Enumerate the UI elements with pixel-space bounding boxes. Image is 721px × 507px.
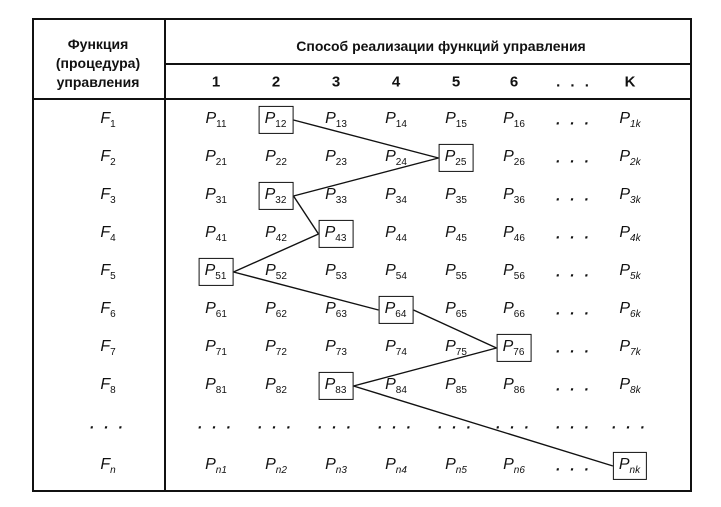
symbol-base: P bbox=[445, 375, 456, 393]
symbol-base: P bbox=[445, 337, 456, 355]
symbol-subscript: 22 bbox=[275, 157, 287, 169]
symbol-base: . . . bbox=[438, 415, 474, 433]
symbol-subscript: 82 bbox=[275, 385, 287, 397]
symbol-subscript: 31 bbox=[215, 195, 227, 207]
symbol-base: P bbox=[265, 223, 276, 241]
symbol-subscript: 42 bbox=[275, 233, 287, 245]
grid-cell bbox=[503, 456, 525, 476]
symbol-base: P bbox=[503, 185, 514, 203]
symbol-base: P bbox=[325, 299, 336, 317]
grid-cell bbox=[265, 300, 287, 320]
symbol-subscript: 2k bbox=[630, 157, 641, 169]
symbol-subscript: 5k bbox=[630, 271, 641, 283]
symbol-subscript: 8k bbox=[630, 385, 641, 397]
grid-cell bbox=[619, 338, 640, 358]
column-number: 4 bbox=[391, 73, 401, 91]
function-base: F bbox=[100, 223, 111, 241]
grid-cell bbox=[503, 224, 525, 244]
symbol-subscript: 14 bbox=[395, 119, 407, 131]
symbol-base: P bbox=[265, 455, 276, 473]
symbol-subscript: 72 bbox=[275, 347, 287, 359]
function-subscript: 6 bbox=[110, 309, 116, 321]
function-subscript: 3 bbox=[110, 195, 116, 207]
symbol-subscript: 11 bbox=[216, 119, 227, 131]
symbol-base: P bbox=[619, 261, 631, 279]
function-label bbox=[100, 456, 115, 476]
ellipsis-cell bbox=[258, 416, 294, 433]
grid-cell bbox=[265, 224, 287, 244]
grid-cell bbox=[445, 186, 467, 206]
symbol-base: . . . bbox=[318, 415, 354, 433]
ellipsis-cell bbox=[318, 416, 354, 433]
function-base: F bbox=[100, 455, 111, 473]
symbol-base: P bbox=[325, 185, 336, 203]
symbol-base: . . . bbox=[496, 415, 532, 433]
symbol-base: P bbox=[265, 299, 276, 317]
ellipsis-cell bbox=[556, 458, 592, 475]
path-segment bbox=[294, 120, 439, 158]
symbol-base: P bbox=[325, 337, 336, 355]
symbol-subscript: 64 bbox=[395, 309, 407, 321]
symbol-base: P bbox=[385, 455, 396, 473]
grid-cell bbox=[325, 300, 347, 320]
symbol-subscript: 71 bbox=[215, 347, 227, 359]
symbol-base: P bbox=[503, 455, 514, 473]
ellipsis-cell bbox=[556, 340, 592, 357]
grid-cell bbox=[265, 148, 287, 168]
grid-cell bbox=[325, 148, 347, 168]
symbol-base: . . . bbox=[556, 377, 592, 395]
symbol-base: P bbox=[444, 147, 456, 165]
func-col-header-line1: Функция bbox=[67, 36, 129, 52]
symbol-subscript: n5 bbox=[455, 465, 467, 477]
grid-cell bbox=[385, 338, 407, 358]
grid-cell bbox=[385, 224, 407, 244]
func-col-header-line3: управления bbox=[56, 74, 140, 90]
ellipsis-cell bbox=[556, 150, 592, 167]
symbol-base: . . . bbox=[258, 415, 294, 433]
symbol-subscript: 52 bbox=[275, 271, 287, 283]
grid-cell bbox=[205, 456, 227, 476]
symbol-base: . . . bbox=[198, 415, 234, 433]
symbol-base: P bbox=[205, 223, 216, 241]
grid-cell bbox=[445, 300, 467, 320]
selected-cell bbox=[199, 258, 234, 286]
function-subscript: n bbox=[110, 465, 116, 477]
grid-cell bbox=[503, 148, 525, 168]
symbol-base: P bbox=[265, 375, 276, 393]
symbol-base: P bbox=[619, 223, 631, 241]
function-base: F bbox=[100, 109, 111, 127]
grid-cell bbox=[445, 262, 467, 282]
symbol-subscript: 56 bbox=[513, 271, 525, 283]
symbol-base: P bbox=[502, 337, 514, 355]
symbol-base: P bbox=[503, 147, 514, 165]
grid-cell bbox=[265, 456, 287, 476]
path-segment bbox=[294, 196, 319, 234]
grid-cell bbox=[619, 300, 640, 320]
grid-cell bbox=[265, 338, 287, 358]
symbol-base: P bbox=[619, 337, 631, 355]
symbol-base: P bbox=[205, 147, 216, 165]
ellipsis-cell bbox=[556, 188, 592, 205]
symbol-base: P bbox=[619, 109, 631, 127]
function-subscript: 8 bbox=[110, 385, 116, 397]
symbol-subscript: 34 bbox=[395, 195, 407, 207]
symbol-subscript: 16 bbox=[513, 119, 525, 131]
symbol-subscript: 23 bbox=[335, 157, 347, 169]
symbol-subscript: 81 bbox=[215, 385, 227, 397]
symbol-base: P bbox=[618, 455, 630, 473]
symbol-base: P bbox=[205, 455, 216, 473]
symbol-subscript: 7k bbox=[630, 347, 641, 359]
symbol-subscript: n3 bbox=[335, 465, 347, 477]
symbol-base: P bbox=[619, 147, 631, 165]
symbol-base: P bbox=[385, 223, 396, 241]
function-label bbox=[100, 262, 115, 282]
column-number: K bbox=[624, 73, 636, 91]
symbol-base: . . . bbox=[556, 457, 592, 475]
column-number: 2 bbox=[271, 73, 281, 91]
ellipsis-cell bbox=[496, 416, 532, 433]
symbol-base: P bbox=[385, 261, 396, 279]
column-number: . . . bbox=[556, 73, 592, 91]
function-label bbox=[90, 416, 126, 433]
ellipsis-cell bbox=[556, 416, 592, 433]
function-label bbox=[100, 300, 115, 320]
symbol-subscript: 3k bbox=[630, 195, 641, 207]
selected-cell bbox=[319, 220, 354, 248]
function-subscript: 1 bbox=[110, 119, 116, 131]
grid-cell bbox=[445, 338, 467, 358]
method-title: Способ реализации функций управления bbox=[296, 38, 586, 54]
symbol-subscript: 85 bbox=[455, 385, 467, 397]
symbol-base: P bbox=[205, 375, 216, 393]
symbol-subscript: 76 bbox=[513, 347, 525, 359]
symbol-subscript: n6 bbox=[513, 465, 525, 477]
symbol-subscript: 46 bbox=[513, 233, 525, 245]
symbol-base: P bbox=[384, 299, 396, 317]
grid-cell bbox=[619, 224, 640, 244]
ellipsis-cell bbox=[556, 378, 592, 395]
symbol-subscript: 83 bbox=[335, 385, 347, 397]
symbol-subscript: nk bbox=[629, 465, 641, 477]
symbol-base: P bbox=[385, 337, 396, 355]
symbol-subscript: 66 bbox=[513, 309, 525, 321]
column-number: 6 bbox=[509, 73, 519, 91]
ellipsis-cell bbox=[556, 112, 592, 129]
ellipsis-cell bbox=[438, 416, 474, 433]
symbol-base: P bbox=[503, 299, 514, 317]
function-base: F bbox=[100, 375, 111, 393]
symbol-base: P bbox=[445, 299, 456, 317]
grid-cell bbox=[205, 376, 227, 396]
column-number: 3 bbox=[331, 73, 341, 91]
symbol-subscript: 43 bbox=[335, 233, 347, 245]
symbol-base: P bbox=[325, 109, 336, 127]
function-label bbox=[100, 376, 115, 396]
selected-cell bbox=[497, 334, 532, 362]
symbol-base: P bbox=[619, 299, 631, 317]
function-base: . . . bbox=[90, 415, 126, 433]
symbol-base: P bbox=[503, 223, 514, 241]
symbol-subscript: 63 bbox=[335, 309, 347, 321]
symbol-base: . . . bbox=[556, 301, 592, 319]
selected-cell bbox=[319, 372, 354, 400]
symbol-base: P bbox=[503, 375, 514, 393]
symbol-subscript: 12 bbox=[275, 119, 287, 131]
symbol-subscript: 61 bbox=[215, 309, 227, 321]
symbol-base: P bbox=[445, 185, 456, 203]
function-base: F bbox=[100, 337, 111, 355]
function-subscript: 5 bbox=[110, 271, 116, 283]
symbol-subscript: 24 bbox=[395, 157, 407, 169]
func-col-header-line2: (процедура) bbox=[55, 55, 141, 71]
symbol-base: P bbox=[385, 109, 396, 127]
function-label bbox=[100, 338, 115, 358]
function-base: F bbox=[100, 185, 111, 203]
symbol-base: P bbox=[325, 147, 336, 165]
symbol-subscript: 26 bbox=[513, 157, 525, 169]
symbol-subscript: 15 bbox=[455, 119, 467, 131]
function-base: F bbox=[100, 299, 111, 317]
symbol-subscript: 32 bbox=[275, 195, 287, 207]
grid-cell bbox=[385, 456, 407, 476]
symbol-subscript: 1k bbox=[630, 119, 641, 131]
symbol-subscript: 6k bbox=[630, 309, 641, 321]
grid-cell bbox=[325, 110, 347, 130]
symbol-base: P bbox=[205, 337, 216, 355]
grid-cell bbox=[205, 224, 227, 244]
symbol-subscript: 74 bbox=[395, 347, 407, 359]
symbol-base: P bbox=[385, 185, 396, 203]
grid-cell bbox=[503, 186, 525, 206]
grid-cell bbox=[503, 110, 525, 130]
function-label bbox=[100, 148, 115, 168]
grid-cell bbox=[265, 376, 287, 396]
symbol-subscript: 25 bbox=[455, 157, 467, 169]
ellipsis-cell bbox=[556, 264, 592, 281]
grid-cell bbox=[503, 376, 525, 396]
symbol-base: P bbox=[445, 455, 456, 473]
grid-cell bbox=[205, 148, 227, 168]
grid-cell bbox=[385, 262, 407, 282]
symbol-base: P bbox=[205, 109, 217, 127]
symbol-subscript: 54 bbox=[395, 271, 407, 283]
path-segment bbox=[294, 158, 439, 196]
symbol-subscript: 41 bbox=[215, 233, 227, 245]
symbol-subscript: 13 bbox=[335, 119, 347, 131]
symbol-base: P bbox=[503, 261, 514, 279]
grid-cell bbox=[445, 376, 467, 396]
symbol-base: . . . bbox=[556, 415, 592, 433]
grid-cell bbox=[503, 262, 525, 282]
symbol-base: P bbox=[619, 185, 631, 203]
grid-cell bbox=[619, 110, 640, 130]
column-number: 1 bbox=[211, 73, 221, 91]
ellipsis-cell bbox=[198, 416, 234, 433]
symbol-base: P bbox=[325, 261, 336, 279]
grid-cell bbox=[205, 110, 226, 130]
ellipsis-cell bbox=[556, 302, 592, 319]
column-number: 5 bbox=[451, 73, 461, 91]
ellipsis-cell bbox=[612, 416, 648, 433]
grid-cell bbox=[325, 262, 347, 282]
symbol-subscript: 65 bbox=[455, 309, 467, 321]
symbol-base: P bbox=[204, 261, 216, 279]
selected-cell bbox=[379, 296, 414, 324]
symbol-base: P bbox=[324, 375, 336, 393]
symbol-base: . . . bbox=[378, 415, 414, 433]
grid-cell bbox=[385, 376, 407, 396]
symbol-base: P bbox=[324, 223, 336, 241]
function-base: F bbox=[100, 261, 111, 279]
symbol-base: P bbox=[385, 375, 396, 393]
grid-cell bbox=[265, 262, 287, 282]
symbol-subscript: 84 bbox=[395, 385, 407, 397]
symbol-base: P bbox=[445, 223, 456, 241]
symbol-subscript: 73 bbox=[335, 347, 347, 359]
symbol-base: P bbox=[265, 261, 276, 279]
symbol-base: P bbox=[503, 109, 514, 127]
ellipsis-cell bbox=[556, 226, 592, 243]
symbol-subscript: 4k bbox=[630, 233, 641, 245]
symbol-base: . . . bbox=[556, 187, 592, 205]
symbol-subscript: 53 bbox=[335, 271, 347, 283]
selected-cell bbox=[259, 106, 294, 134]
grid-cell bbox=[619, 186, 640, 206]
symbol-subscript: 62 bbox=[275, 309, 287, 321]
symbol-base: P bbox=[445, 109, 456, 127]
grid-cell bbox=[385, 148, 407, 168]
symbol-base: P bbox=[205, 185, 216, 203]
symbol-base: P bbox=[385, 147, 396, 165]
symbol-base: P bbox=[264, 109, 276, 127]
function-subscript: 2 bbox=[110, 157, 116, 169]
grid-cell bbox=[445, 456, 467, 476]
path-segment bbox=[354, 348, 497, 386]
function-base: F bbox=[100, 147, 111, 165]
symbol-base: . . . bbox=[556, 149, 592, 167]
grid-cell bbox=[385, 110, 407, 130]
grid-cell bbox=[205, 186, 227, 206]
symbol-base: . . . bbox=[612, 415, 648, 433]
selected-cell bbox=[613, 452, 647, 480]
symbol-subscript: 35 bbox=[455, 195, 467, 207]
symbol-subscript: 33 bbox=[335, 195, 347, 207]
selected-cell bbox=[259, 182, 294, 210]
function-label bbox=[100, 186, 115, 206]
symbol-base: . . . bbox=[556, 225, 592, 243]
symbol-subscript: 51 bbox=[215, 271, 227, 283]
path-segment bbox=[234, 272, 379, 310]
grid-cell bbox=[205, 338, 227, 358]
grid-cell bbox=[445, 110, 467, 130]
grid-cell bbox=[325, 186, 347, 206]
function-label bbox=[100, 110, 115, 130]
symbol-subscript: 36 bbox=[513, 195, 525, 207]
symbol-base: P bbox=[205, 299, 216, 317]
function-label bbox=[100, 224, 115, 244]
symbol-subscript: 45 bbox=[455, 233, 467, 245]
symbol-base: P bbox=[265, 337, 276, 355]
symbol-base: P bbox=[445, 261, 456, 279]
symbol-base: P bbox=[264, 185, 276, 203]
symbol-subscript: 86 bbox=[513, 385, 525, 397]
symbol-subscript: n4 bbox=[395, 465, 407, 477]
symbol-subscript: 75 bbox=[455, 347, 467, 359]
symbol-base: P bbox=[265, 147, 276, 165]
grid-cell bbox=[503, 300, 525, 320]
symbol-base: . . . bbox=[556, 339, 592, 357]
grid-cell bbox=[385, 186, 407, 206]
grid-cell bbox=[619, 262, 640, 282]
symbol-subscript: n1 bbox=[215, 465, 227, 477]
symbol-subscript: 55 bbox=[455, 271, 467, 283]
symbol-base: P bbox=[619, 375, 631, 393]
grid-cell bbox=[325, 338, 347, 358]
grid-cell bbox=[205, 300, 227, 320]
function-subscript: 4 bbox=[110, 233, 116, 245]
grid-cell bbox=[619, 148, 640, 168]
symbol-subscript: n2 bbox=[275, 465, 287, 477]
symbol-subscript: 44 bbox=[395, 233, 407, 245]
grid-cell bbox=[619, 376, 640, 396]
symbol-subscript: 21 bbox=[215, 157, 227, 169]
symbol-base: . . . bbox=[556, 111, 592, 129]
grid-cell bbox=[325, 456, 347, 476]
symbol-base: . . . bbox=[556, 263, 592, 281]
symbol-base: P bbox=[325, 455, 336, 473]
selected-cell bbox=[439, 144, 474, 172]
ellipsis-cell bbox=[378, 416, 414, 433]
grid-cell bbox=[445, 224, 467, 244]
function-subscript: 7 bbox=[110, 347, 116, 359]
